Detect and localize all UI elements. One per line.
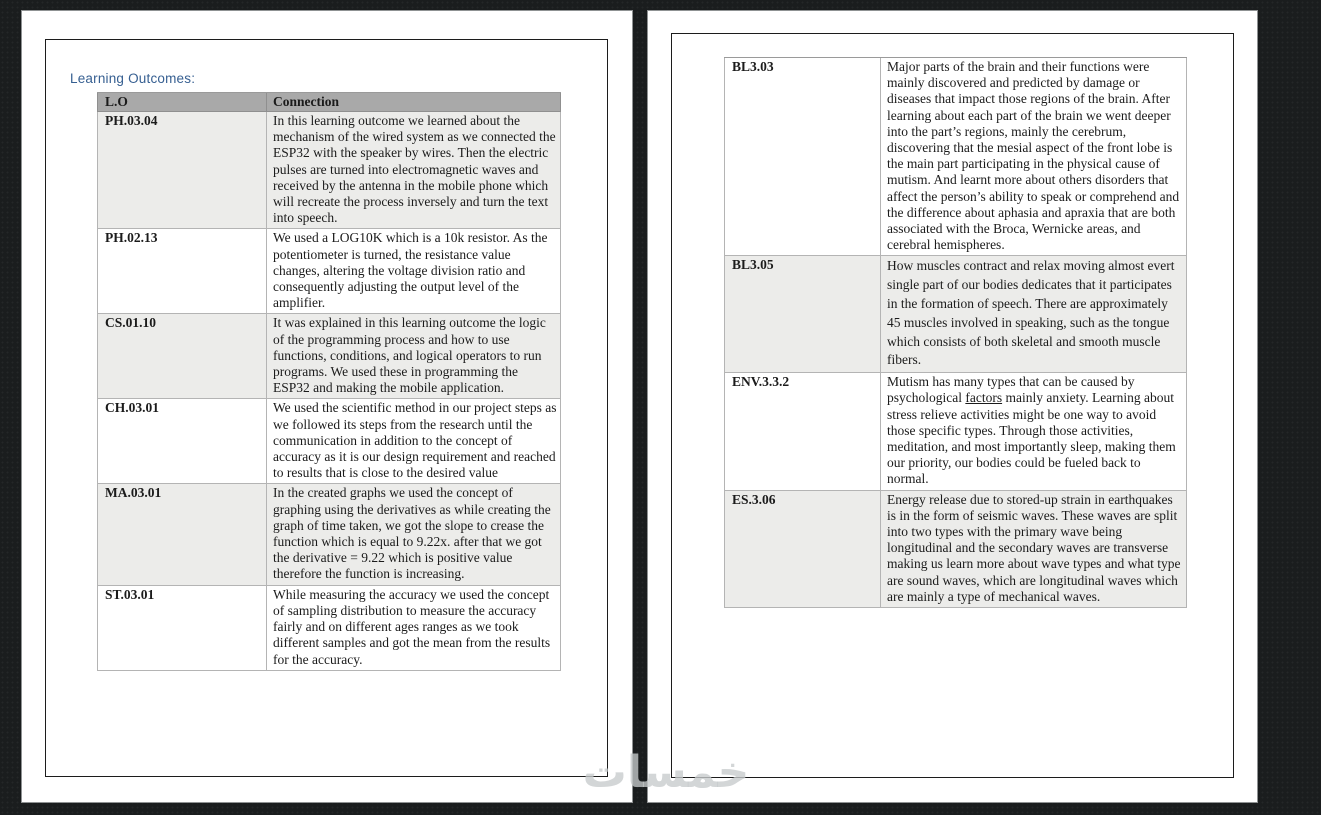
lo-connection-cell [881,373,1186,489]
lo-text-segment: Mutism has many types that can be caused by psychological [887,374,1135,406]
lo-connection-cell: How muscles contract and relax moving almost evert single part of our bodies dedicates that it participates in the formation of speech. There are approximately 45 muscles involved in speaking, such as the tongue which consists of both skeletal and smooth muscle fibers. [887,258,1175,368]
lo-connection-cell: Energy release due to stored-up strain in earthquakes is in the form of seismic waves. These waves are split into two types with the primary wave being longitudinal and the secondary waves are transverse making us learn more about wave types and what type are sound waves, which are longitudinal waves which are mainly a type of mechanical waves. [887,491,1181,604]
lo-code-cell: CH.03.01 [98,399,267,483]
lo-code-cell: ES.3.06 [725,491,881,607]
lo-code-cell: CS.01.10 [98,314,267,398]
table-row [97,112,561,229]
lo-connection-cell: In this learning outcome we learned about the mechanism of the wired system as we connected the ESP32 with the speaker by wires. Then the electric pulses are turned into electromagnetic waves and received by the antenna in the mobile phone which will recreate the process inversely and turn the text into speech. [273,113,556,226]
lo-connection-cell: Major parts of the brain and their functions were mainly discovered and predicted by damage or diseases that impact those regions of the brain. After learning about each part of the brain we went deeper into the part’s regions, mainly the cerebrum, discovering that the mesial aspect of the front lobe is the main part participating in the physical cause of mutism. And learnt more about others disorders that affect the person’s ability to speak or comprehend and the difference about aphasia and apraxia that are both associated with the Broca, Wernicke areas, and cerebral hemispheres. [887,59,1180,253]
table-row [97,586,561,671]
lo-code-cell: MA.03.01 [98,484,267,584]
lo-connection-cell: In the created graphs we used the concept of graphing using the derivatives as while creating the graph of time taken, we got the slope to crease the function which is equal to 9.22x. after that we got the derivative = 9.22 which is positive value therefore the function is increasing. [273,485,551,582]
table-row [724,58,1187,256]
learning-outcomes-heading: Learning Outcomes: [70,71,196,86]
learning-outcomes-table [97,92,561,671]
lo-code-cell: BL3.05 [725,256,881,372]
table-row [97,399,561,484]
lo-connection-cell: We used a LOG10K which is a 10k resistor. As the potentiometer is turned, the resistance value changes, altering the voltage division ratio and consequently adjusting the output level of the amplifier. [273,230,548,311]
learning-outcomes-table-continued [724,57,1187,608]
document-page-2[interactable] [647,10,1258,803]
lo-connection-cell: It was explained in this learning outcome the logic of the programming process and how to use functions, conditions, and logical operators to run programs. We used these in programming the ESP32 and making the mobile application. [273,315,546,396]
lo-code-cell: PH.03.04 [98,112,267,228]
header-cell-lo: L.O [98,93,267,111]
lo-text-segment: mainly anxiety. Learning about stress relieve activities might be one way to avoid those specific types. Through those activities, meditation, and most importantly sleep, making them our priority, our bodies could be fueled back to normal. [887,390,1176,487]
table-row [724,256,1187,373]
lo-code-cell: BL3.03 [725,58,881,255]
lo-code-cell: PH.02.13 [98,229,267,313]
lo-connection-cell: We used the scientific method in our project steps as we followed its steps from the research until the communication in addition to the concept of accuracy as it is our design requirement and reached to results that is close to the desired value [273,400,557,481]
table-row [97,229,561,314]
lo-code-cell: ST.03.01 [98,586,267,670]
document-page-1[interactable] [21,10,633,803]
header-cell-connection: Connection [273,94,340,109]
lo-code-cell: ENV.3.3.2 [725,373,881,489]
table-row [724,373,1187,490]
khamsat-watermark: خمسات [582,747,750,798]
table-row [724,491,1187,608]
underlined-word: factors [965,390,1003,406]
lo-connection-cell: While measuring the accuracy we used the concept of sampling distribution to measure the accuracy fairly and on different ages ranges as we took different samples and got the mean from the results for the accuracy. [273,586,551,667]
table-row [97,484,561,585]
table-header-row [97,93,561,112]
table-row [97,314,561,399]
